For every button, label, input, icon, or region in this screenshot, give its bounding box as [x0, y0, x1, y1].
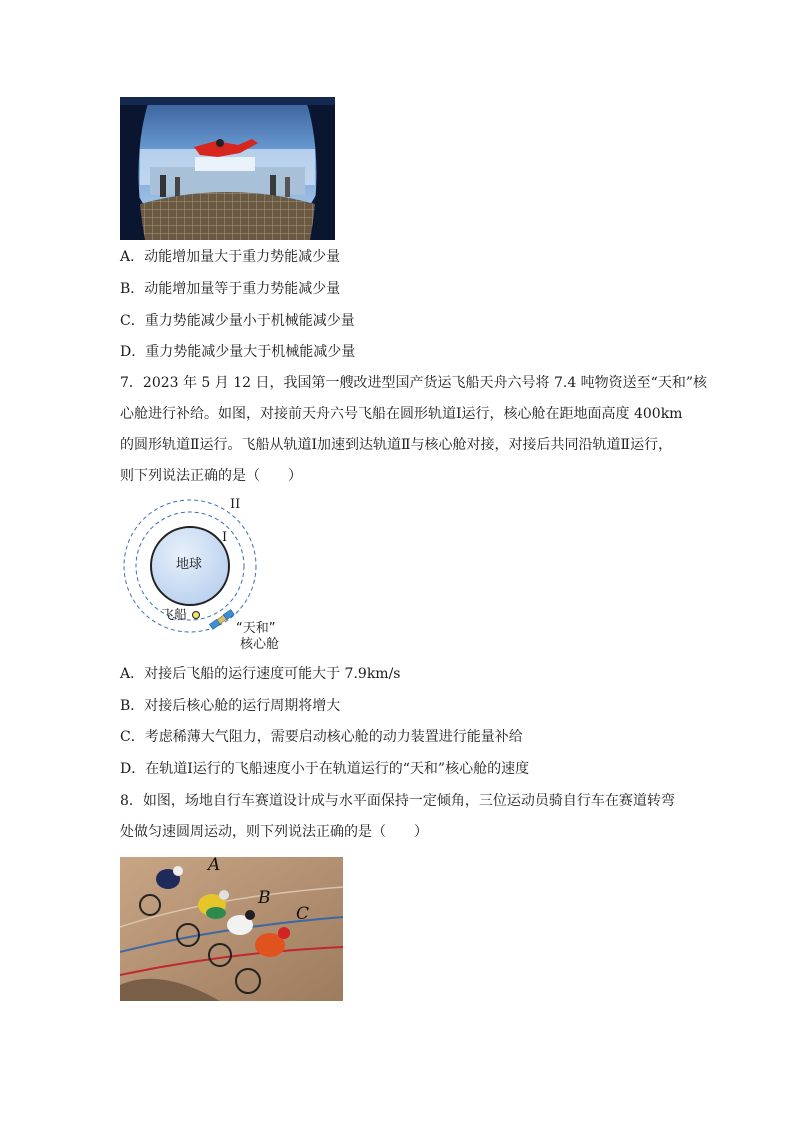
q7-option-b: B．对接后核心舱的运行周期将增大: [120, 698, 341, 714]
wind-tunnel-photo: [120, 97, 335, 240]
station-icon-group: [209, 610, 234, 630]
q7-option-a: A．对接后飞船的运行速度可能大于 7.9km/s: [120, 666, 401, 682]
orbit-diagram: [115, 492, 290, 657]
orbit-outer-label: II: [230, 497, 241, 512]
earth-label: 地球: [176, 557, 203, 572]
ship-marker: [193, 612, 200, 619]
rider-label-b: B: [258, 888, 271, 908]
station-label-line-1: “天和”: [236, 621, 276, 636]
q6-option-c: C．重力势能减少量小于机械能减少量: [120, 313, 355, 329]
q7-option-c: C．考虑稀薄大气阻力，需要启动核心舱的动力装置进行能量补给: [120, 729, 523, 745]
cycling-track-photo: [120, 857, 343, 1001]
q7-stem-line-3: 的圆形轨道Ⅱ运行。飞船从轨道Ⅰ加速到达轨道Ⅱ与核心舱对接，对接后共同沿轨道Ⅱ运行，: [120, 437, 673, 453]
q7-stem-line-1: 7．2023 年 5 月 12 日，我国第一艘改进型国产货运飞船天舟六号将 7.4 吨物资送至“天和”核: [120, 375, 707, 391]
q7-stem-line-2: 心舱进行补给。如图，对接前天舟六号飞船在圆形轨道Ⅰ运行，核心舱在距地面高度 400km: [120, 406, 683, 422]
q7-stem-line-4: 则下列说法正确的是（ ）: [120, 468, 302, 484]
q6-option-b: B．动能增加量等于重力势能减少量: [120, 281, 341, 297]
q8-stem-line-2: 处做匀速圆周运动，则下列说法正确的是（ ）: [120, 824, 428, 840]
orbit-inner-label: I: [222, 530, 228, 545]
q7-option-d: D．在轨道Ⅰ运行的飞船速度小于在轨道运行的“天和”核心舱的速度: [120, 761, 530, 777]
rider-label-c: C: [296, 904, 310, 924]
station-label-line-2: 核心舱: [240, 637, 280, 652]
q6-option-d: D．重力势能减少量大于机械能减少量: [120, 344, 356, 360]
q8-stem-line-1: 8．如图，场地自行车赛道设计成与水平面保持一定倾角，三位运动员骑自行车在赛道转弯: [120, 793, 675, 809]
ship-label: 飞船: [161, 608, 188, 623]
rider-label-a: A: [208, 857, 221, 875]
q6-option-a: A．动能增加量大于重力势能减少量: [120, 249, 341, 265]
